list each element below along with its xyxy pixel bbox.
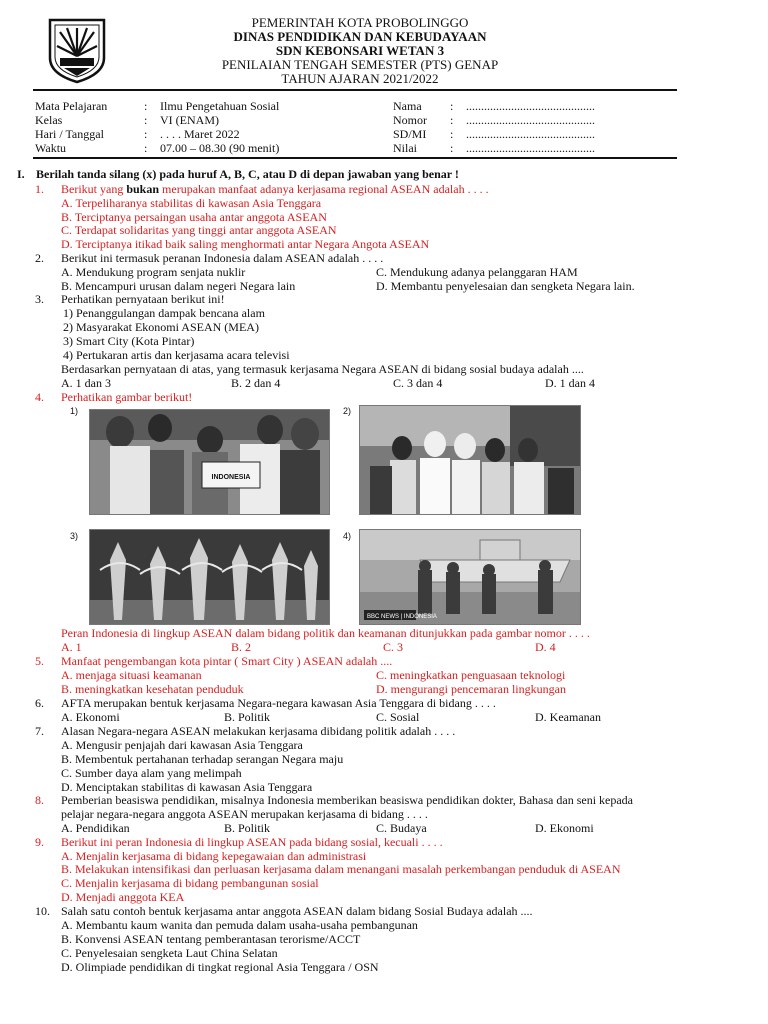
info-value-time: 07.00 – 08.30 (90 menit) bbox=[160, 141, 280, 155]
question-text: Perhatikan gambar berikut! bbox=[61, 390, 193, 404]
option-a[interactable]: A. Terpeliharanya stabilitas di kawasan Asia Tenggara bbox=[61, 196, 322, 210]
option-d[interactable]: D. Menciptakan stabilitas di kawasan Asia Tenggara bbox=[61, 780, 313, 794]
question-number: 9. bbox=[35, 835, 44, 849]
question-text: Pemberian beasiswa pendidikan, misalnya Indonesia memberikan beasiswa pendidikan dokter, Bahasa dan seni kepada bbox=[61, 793, 634, 807]
photo-label: 2) bbox=[343, 406, 352, 416]
emblem-icon bbox=[46, 16, 108, 84]
option-a[interactable]: A. Mengusir penjajah dari kawasan Asia Tenggara bbox=[61, 738, 303, 752]
option-b[interactable]: B. Membentuk pertahanan terhadap serangan Negara maju bbox=[61, 752, 344, 766]
number-field[interactable]: ........................................... bbox=[466, 113, 595, 127]
header-government: PEMERINTAH KOTA PROBOLINGGO bbox=[251, 15, 469, 30]
header-school: SDN KEBONSARI WETAN 3 bbox=[275, 43, 445, 58]
name-field[interactable]: ........................................... bbox=[466, 99, 595, 113]
info-label-date: Hari / Tanggal bbox=[35, 127, 104, 141]
question-followup: Berdasarkan pernyataan di atas, yang termasuk kerjasama Negara ASEAN di bidang sosial budaya adalah .... bbox=[61, 362, 584, 376]
header-agency: DINAS PENDIDIKAN DAN KEBUDAYAAN bbox=[233, 29, 487, 44]
option-d[interactable]: D. Ekonomi bbox=[535, 821, 594, 835]
option-c[interactable]: C. Mendukung adanya pelanggaran HAM bbox=[376, 265, 578, 279]
option-c[interactable]: C. Terdapat solidaritas yang tinggi antar anggota ASEAN bbox=[61, 223, 337, 237]
header-rule bbox=[33, 89, 677, 91]
question-number: 6. bbox=[35, 696, 44, 710]
option-d[interactable]: D. 1 dan 4 bbox=[545, 376, 595, 390]
question-number: 10. bbox=[35, 904, 50, 918]
section-number: I. bbox=[17, 167, 25, 181]
info-label-time: Waktu bbox=[35, 141, 67, 155]
option-c[interactable]: C. Sumber daya alam yang melimpah bbox=[61, 766, 242, 780]
info-colon: : bbox=[144, 141, 148, 155]
option-a[interactable]: A. Pendidikan bbox=[61, 821, 130, 835]
info-rule bbox=[33, 157, 677, 159]
option-b[interactable]: B. Mencampuri urusan dalam negeri Negara lain bbox=[61, 279, 296, 293]
school-type-field[interactable]: ........................................... bbox=[466, 127, 595, 141]
header-exam: PENILAIAN TENGAH SEMESTER (PTS) GENAP bbox=[221, 57, 499, 72]
info-value-subject: Ilmu Pengetahuan Sosial bbox=[160, 99, 280, 113]
info-colon: : bbox=[450, 127, 454, 141]
info-label-subject: Mata Pelajaran bbox=[35, 99, 108, 113]
option-d[interactable]: D. Terciptanya itikad baik saling menghormati antar Negara Angota ASEAN bbox=[61, 237, 430, 251]
question-text: Berikut ini peran Indonesia di lingkup ASEAN pada bidang sosial, kecuali . . . . bbox=[61, 835, 443, 849]
option-c[interactable]: C. Budaya bbox=[376, 821, 427, 835]
option-d[interactable]: D. Keamanan bbox=[535, 710, 601, 724]
option-a[interactable]: A. Membantu kaum wanita dan pemuda dalam usaha-usaha pembangunan bbox=[61, 918, 418, 932]
photo-aid-handover bbox=[89, 409, 330, 515]
question-text: Berikut yang bukan merupakan manfaat adanya kerjasama regional ASEAN adalah . . . . bbox=[61, 182, 489, 196]
news-tag: BBC NEWS | INDONESIA bbox=[367, 614, 437, 620]
info-value-date: . . . . Maret 2022 bbox=[160, 127, 240, 141]
header-year: TAHUN AJARAN 2021/2022 bbox=[281, 71, 439, 86]
info-colon: : bbox=[144, 113, 148, 127]
school-logo bbox=[46, 16, 108, 84]
info-label-school-type: SD/MI bbox=[393, 127, 427, 141]
info-colon: : bbox=[450, 141, 454, 155]
question-followup: Peran Indonesia di lingkup ASEAN dalam bidang politik dan keamanan ditunjukkan pada gambar nomor . . . . bbox=[61, 626, 590, 640]
photo-students-group bbox=[359, 405, 581, 515]
photo-soldiers-ship bbox=[359, 529, 581, 625]
option-a[interactable]: A. Ekonomi bbox=[61, 710, 120, 724]
info-label-name: Nama bbox=[393, 99, 422, 113]
option-b[interactable]: B. Konvensi ASEAN tentang pemberantasan terorisme/ACCT bbox=[61, 932, 361, 946]
photo-label: 3) bbox=[70, 531, 79, 541]
info-colon: : bbox=[450, 99, 454, 113]
info-value-class: VI (ENAM) bbox=[160, 113, 219, 127]
option-d[interactable]: D. Membantu penyelesaian dan sengketa Negara lain. bbox=[376, 279, 635, 293]
box-label: INDONESIA bbox=[211, 474, 251, 481]
question-number: 5. bbox=[35, 654, 44, 668]
score-field[interactable]: ........................................... bbox=[466, 141, 595, 155]
question-number: 4. bbox=[35, 390, 44, 404]
option-c[interactable]: C. Menjalin kerjasama di bidang pembangunan sosial bbox=[61, 876, 319, 890]
question-text: Manfaat pengembangan kota pintar ( Smart City ) ASEAN adalah .... bbox=[61, 654, 393, 668]
option-d[interactable]: D. Olimpiade pendidikan di tingkat regional Asia Tenggara / OSN bbox=[61, 960, 379, 974]
info-label-score: Nilai bbox=[393, 141, 417, 155]
option-c[interactable]: C. 3 bbox=[383, 640, 404, 654]
option-d[interactable]: D. 4 bbox=[535, 640, 556, 654]
info-label-class: Kelas bbox=[35, 113, 63, 127]
option-a[interactable]: A. menjaga situasi keamanan bbox=[61, 668, 202, 682]
photo-label: 4) bbox=[343, 531, 352, 541]
statement-item: 1) Penanggulangan dampak bencana alam bbox=[63, 306, 265, 320]
question-number: 1. bbox=[35, 182, 44, 196]
photo-label: 1) bbox=[70, 406, 79, 416]
option-b[interactable]: B. Politik bbox=[224, 821, 271, 835]
option-c[interactable]: C. meningkatkan penguasaan teknologi bbox=[376, 668, 566, 682]
option-c[interactable]: C. 3 dan 4 bbox=[393, 376, 443, 390]
info-label-number: Nomor bbox=[393, 113, 427, 127]
option-d[interactable]: D. mengurangi pencemaran lingkungan bbox=[376, 682, 566, 696]
option-c[interactable]: C. Sosial bbox=[376, 710, 420, 724]
option-c[interactable]: C. Penyelesaian sengketa Laut China Selatan bbox=[61, 946, 278, 960]
question-text: Perhatikan pernyataan berikut ini! bbox=[61, 292, 225, 306]
info-colon: : bbox=[144, 99, 148, 113]
option-a[interactable]: A. Menjalin kerjasama di bidang kepegawaian dan administrasi bbox=[61, 849, 367, 863]
question-number: 2. bbox=[35, 251, 44, 265]
section-title: Berilah tanda silang (x) pada huruf A, B, C, atau D di depan jawaban yang benar ! bbox=[36, 167, 459, 181]
option-b[interactable]: B. Politik bbox=[224, 710, 271, 724]
option-a[interactable]: A. Mendukung program senjata nuklir bbox=[61, 265, 246, 279]
info-colon: : bbox=[144, 127, 148, 141]
statement-item: 2) Masyarakat Ekonomi ASEAN (MEA) bbox=[63, 320, 259, 334]
question-number: 7. bbox=[35, 724, 44, 738]
question-number: 8. bbox=[35, 793, 44, 807]
question-text: Berikut ini termasuk peranan Indonesia dalam ASEAN adalah . . . . bbox=[61, 251, 384, 265]
info-colon: : bbox=[450, 113, 454, 127]
option-a[interactable]: A. 1 dan 3 bbox=[61, 376, 111, 390]
question-text: Alasan Negara-negara ASEAN melakukan kerjasama dibidang politik adalah . . . . bbox=[61, 724, 456, 738]
question-text: Salah satu contoh bentuk kerjasama antar anggota ASEAN dalam bidang Sosial Budaya adalah .... bbox=[61, 904, 533, 918]
option-b[interactable]: B. meningkatkan kesehatan penduduk bbox=[61, 682, 244, 696]
question-text: AFTA merupakan bentuk kerjasama Negara-negara kawasan Asia Tenggara di bidang . . . . bbox=[61, 696, 496, 710]
option-d[interactable]: D. Menjadi anggota KEA bbox=[61, 890, 185, 904]
option-b[interactable]: B. 2 bbox=[231, 640, 252, 654]
option-a[interactable]: A. 1 bbox=[61, 640, 82, 654]
statement-item: 3) Smart City (Kota Pintar) bbox=[63, 334, 195, 348]
question-number: 3. bbox=[35, 292, 44, 306]
option-b[interactable]: B. 2 dan 4 bbox=[231, 376, 281, 390]
question-text-cont: pelajar negara-negara anggota ASEAN merupakan kerjasama di bidang . . . . bbox=[61, 807, 428, 821]
option-b[interactable]: B. Terciptanya persaingan usaha antar anggota ASEAN bbox=[61, 210, 327, 224]
option-b[interactable]: B. Melakukan intensifikasi dan perluasan kerjasama dalam menangani masalah perkembangan penduduk di ASEAN bbox=[61, 862, 621, 876]
statement-item: 4) Pertukaran artis dan kerjasama acara televisi bbox=[63, 348, 290, 362]
photo-traditional-dancers bbox=[89, 529, 330, 625]
